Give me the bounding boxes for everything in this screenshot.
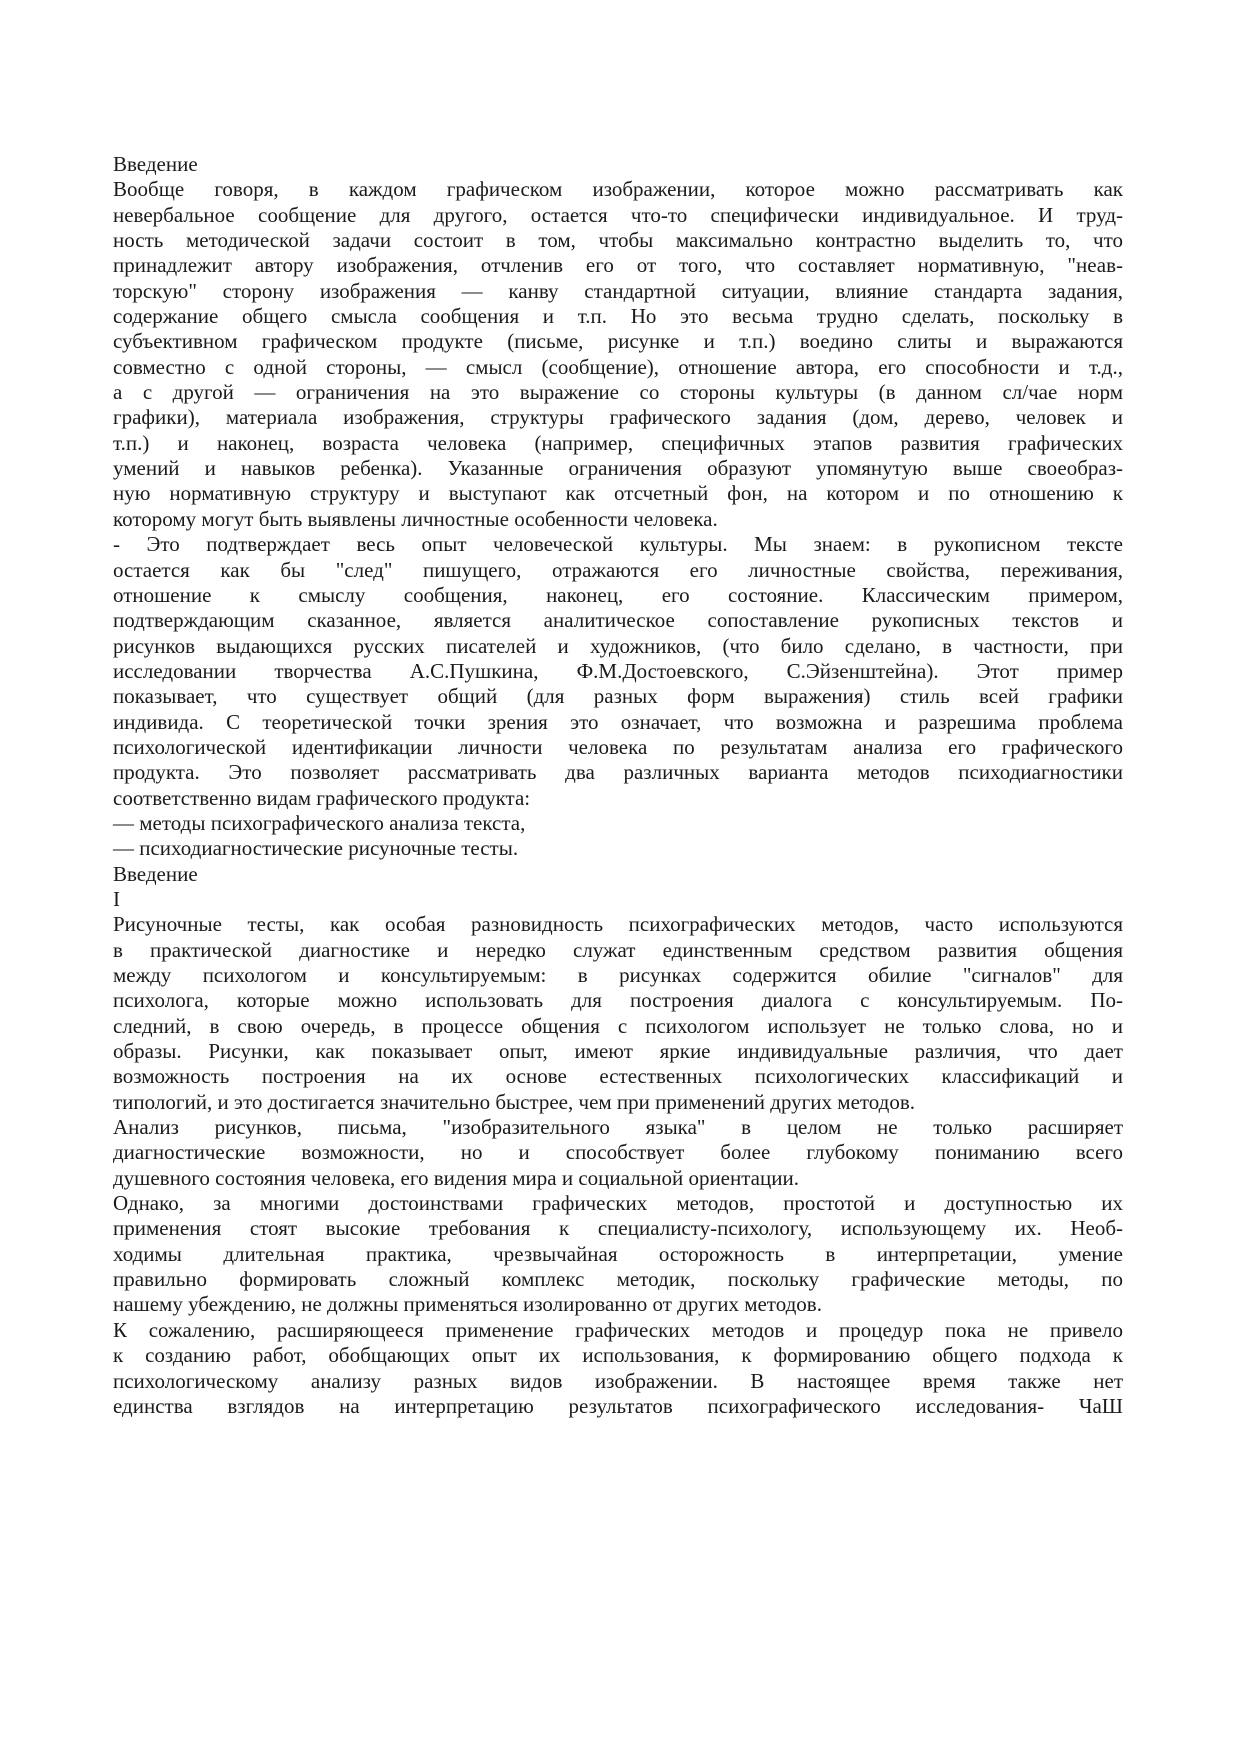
text-line: подтверждающим сказанное, является аналитическое сопоставление рукописных текстов и bbox=[113, 608, 1123, 633]
document-body bbox=[113, 152, 1123, 1419]
text-line: Вообще говоря, в каждом графическом изображении, которое можно рассматривать как bbox=[113, 177, 1123, 202]
text-line: принадлежит автору изображения, отчленив его от того, что составляет нормативную, "неав- bbox=[113, 253, 1123, 278]
text-line: Однако, за многими достоинствами графических методов, простотой и доступностью их bbox=[113, 1191, 1123, 1216]
text-line: исследовании творчества А.С.Пушкина, Ф.М.Достоевского, С.Эйзенштейна). Этот пример bbox=[113, 658, 1123, 683]
text-line: ность методической задачи состоит в том, чтобы максимально контрастно выделить то, что bbox=[113, 228, 1123, 253]
text-line: ходимы длительная практика, чрезвычайная осторожность в интерпретации, умение bbox=[113, 1241, 1123, 1266]
text-line: соответственно видам графического продукта: bbox=[113, 785, 531, 810]
text-line: между психологом и консультируемым: в рисунках содержится обилие "сигналов" для bbox=[113, 963, 1123, 987]
text-line: - Это подтверждает весь опыт человеческой культуры. Мы знаем: в рукописном тексте bbox=[113, 532, 1123, 557]
text-line: показывает, что существует общий (для разных форм выражения) стиль всей графики bbox=[113, 684, 1123, 709]
text-line: психологической идентификации личности человека по результатам анализа его графического bbox=[113, 734, 1123, 759]
text-line: правильно формировать сложный комплекс методик, поскольку графические методы, по bbox=[113, 1267, 1123, 1292]
text-line: Рисуночные тесты, как особая разновидность психографических методов, часто используются bbox=[113, 912, 1123, 937]
text-line: остается как бы "след" пишущего, отражаются его личностные свойства, переживания, bbox=[113, 557, 1123, 582]
text-line: индивида. С теоретической точки зрения это означает, что возможна и разрешима проблема bbox=[113, 709, 1123, 734]
text-line: психолога, которые можно использовать для построения диалога с консультируемым. По- bbox=[113, 988, 1123, 1013]
text-line: субъективном графическом продукте (письме, рисунке и т.п.) воедино слиты и выражаются bbox=[113, 329, 1123, 354]
text-line: умений и навыков ребенка). Указанные ограничения образуют упомянутую выше своеобраз- bbox=[113, 456, 1123, 481]
text-line: а с другой — ограничения на это выражение со стороны культуры (в данном сл/чае норм bbox=[113, 380, 1123, 405]
text-line: Введение bbox=[113, 861, 198, 886]
text-line: содержание общего смысла сообщения и т.п. Но это весьма трудно сделать, поскольку в bbox=[113, 304, 1123, 329]
text-line: применения стоят высокие требования к специалисту-психологу, использующему их. Необ- bbox=[113, 1216, 1123, 1241]
text-line: образы. Рисунки, как показывает опыт, имеют яркие индивидуальные различия, что дает bbox=[113, 1039, 1123, 1064]
text-line: психологическому анализу разных видов изображении. В настоящее время также нет bbox=[113, 1368, 1123, 1393]
text-line: т.п.) и наконец, возраста человека (например, специфичных этапов развития графических bbox=[113, 430, 1123, 455]
text-line: которому могут быть выявлены личностные особенности человека. bbox=[113, 506, 718, 531]
text-line: графики), материала изображения, структуры графического задания (дом, дерево, человек и bbox=[113, 405, 1123, 430]
text-line: I bbox=[113, 886, 120, 911]
text-line: торскую" сторону изображения — канву стандартной ситуации, влияние стандарта задания, bbox=[113, 278, 1123, 303]
text-line: типологий, и это достигается значительно быстрее, чем при применений других методов. bbox=[113, 1089, 916, 1114]
text-line: рисунков выдающихся русских писателей и художников, (что било сделано, в частности, при bbox=[113, 633, 1123, 658]
text-line: душевного состояния человека, его видения мира и социальной ориентации. bbox=[113, 1165, 799, 1190]
text-line: продукта. Это позволяет рассматривать два различных варианта методов психодиагностики bbox=[113, 760, 1123, 785]
text-line: нашему убеждению, не должны применяться изолированно от других методов. bbox=[113, 1292, 822, 1317]
text-line: диагностические возможности, но и способствует более глубокому пониманию всего bbox=[113, 1140, 1123, 1165]
text-line: к созданию работ, обобщающих опыт их использования, к формированию общего подхода к bbox=[113, 1343, 1123, 1368]
text-line: К сожалению, расширяющееся применение графических методов и процедур пока не привело bbox=[113, 1317, 1123, 1342]
text-line: отношение к смыслу сообщения, наконец, его состояние. Классическим примером, bbox=[113, 582, 1123, 607]
text-line: единства взглядов на интерпретацию результатов психографического исследования- ЧаШ bbox=[113, 1393, 1123, 1418]
text-line: совместно с одной стороны, — смысл (сообщение), отношение автора, его способности и т.д., bbox=[113, 354, 1123, 379]
text-line: Анализ рисунков, письма, "изобразительного языка" в целом не только расширяет bbox=[113, 1115, 1123, 1140]
text-line: невербальное сообщение для другого, остается что-то специфически индивидуальное. И труд- bbox=[113, 202, 1123, 227]
text-line: ную нормативную структуру и выступают как отсчетный фон, на котором и по отношению к bbox=[113, 481, 1123, 506]
text-line: следний, в свою очередь, в процессе общения с психологом использует не только слова, но и bbox=[113, 1013, 1123, 1038]
text-line: в практической диагностике и нередко служат единственным средством развития общения bbox=[113, 937, 1123, 962]
text-line: Введение bbox=[113, 152, 198, 176]
text-line: — психодиагностические рисуночные тесты. bbox=[113, 836, 519, 861]
text-line: возможность построения на их основе естественных психологических классификаций и bbox=[113, 1064, 1123, 1089]
text-line: — методы психографического анализа текста, bbox=[113, 810, 526, 835]
